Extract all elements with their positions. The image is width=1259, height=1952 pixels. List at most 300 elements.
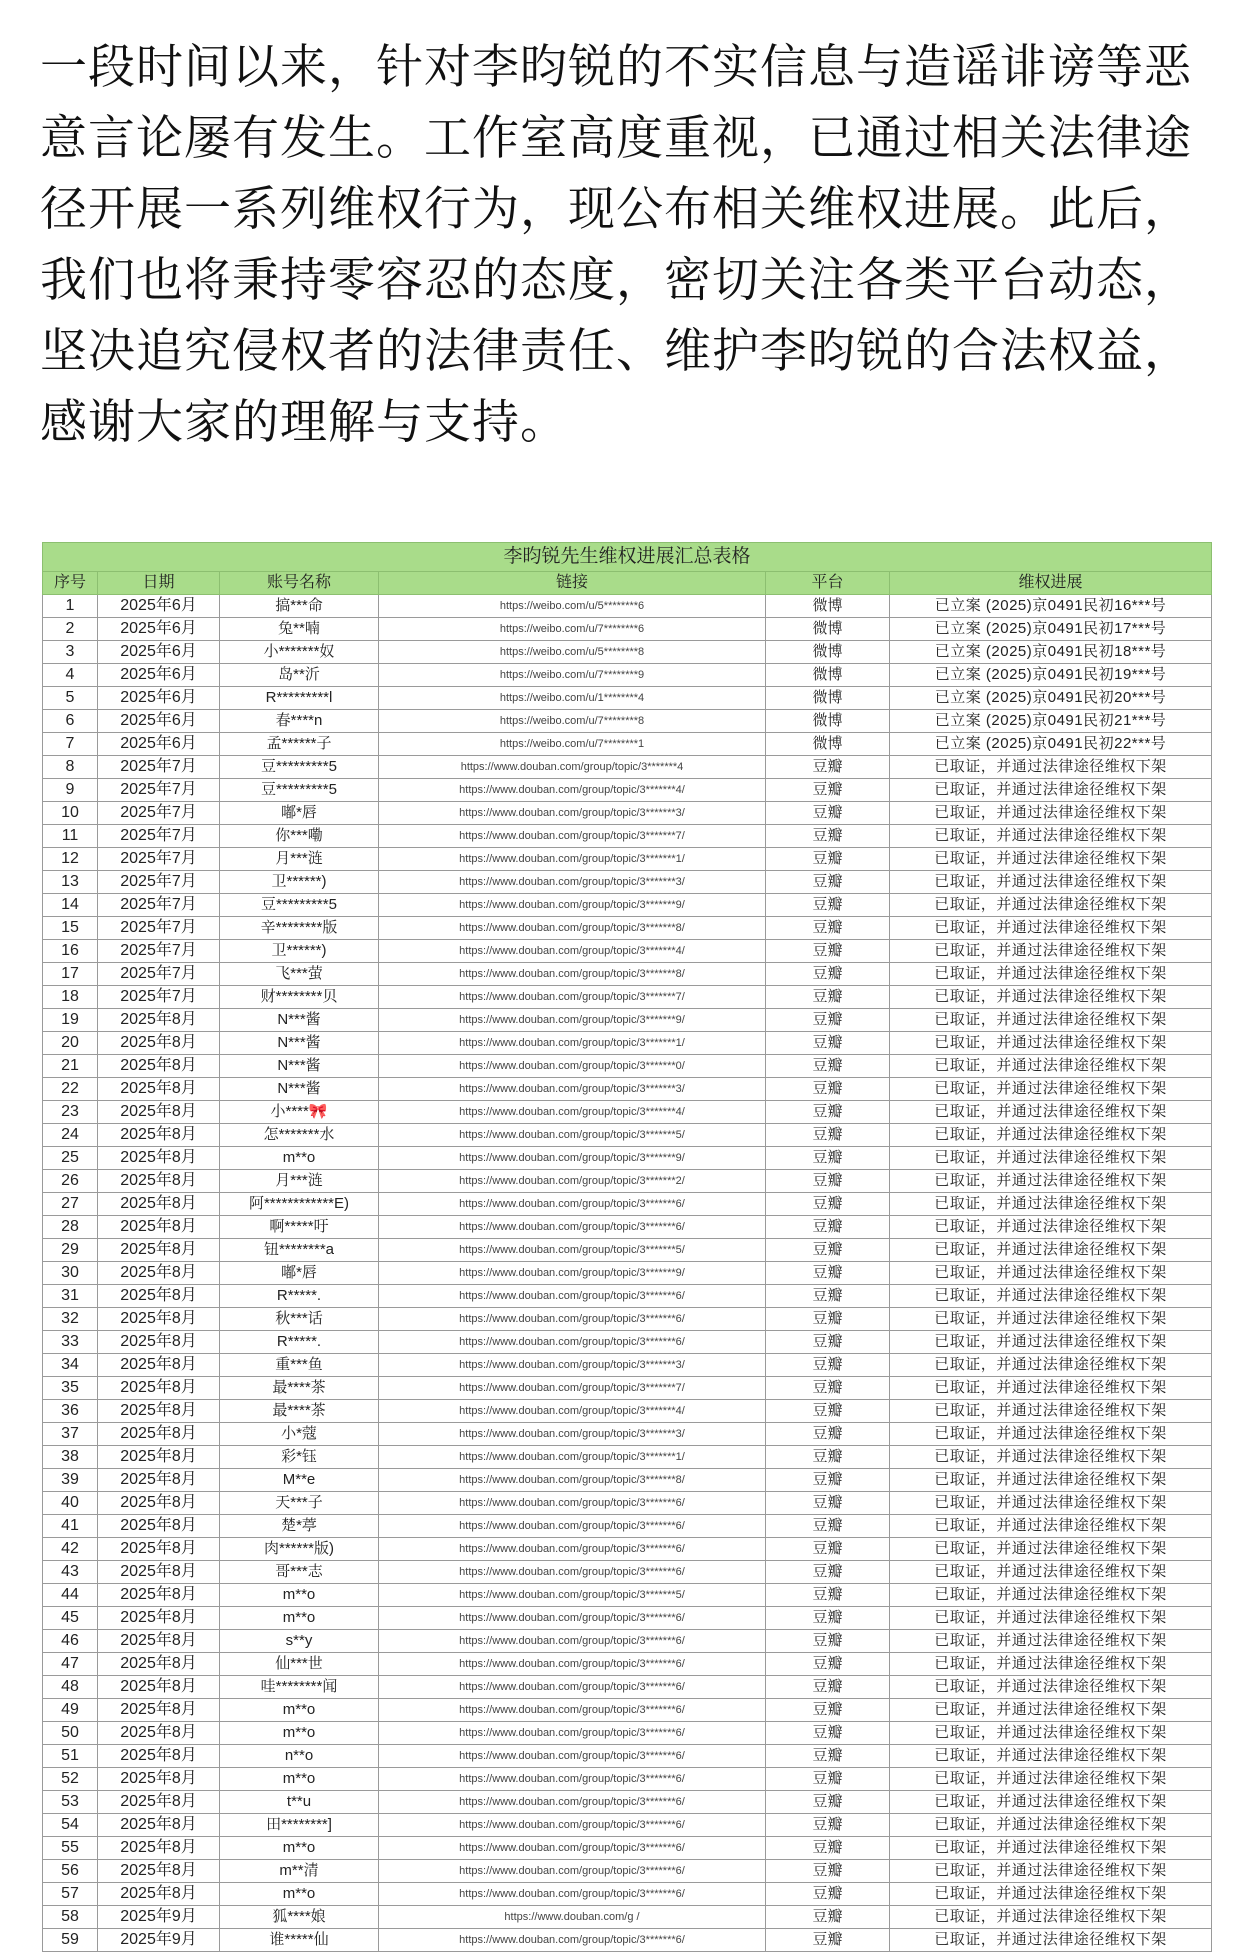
row-index: 53: [43, 1791, 98, 1814]
row-platform: 豆瓣: [766, 894, 890, 917]
row-account-name: 阿************E): [220, 1193, 379, 1216]
row-account-name: 岛**沂: [220, 664, 379, 687]
row-date: 2025年7月: [98, 986, 220, 1009]
row-account-name: 钮********a: [220, 1239, 379, 1262]
row-account-name: M**e: [220, 1469, 379, 1492]
row-index: 54: [43, 1814, 98, 1837]
row-date: 2025年6月: [98, 595, 220, 618]
row-link: https://www.douban.com/group/topic/3*******6/: [379, 1515, 766, 1538]
row-platform: 豆瓣: [766, 986, 890, 1009]
row-index: 10: [43, 802, 98, 825]
table-row: [43, 1423, 1212, 1446]
row-link: https://www.douban.com/group/topic/3*******9/: [379, 1009, 766, 1032]
row-progress: 已立案 (2025)京0491民初16***号: [890, 595, 1212, 618]
row-date: 2025年8月: [98, 1009, 220, 1032]
row-platform: 豆瓣: [766, 1101, 890, 1124]
table-row: [43, 1699, 1212, 1722]
row-index: 14: [43, 894, 98, 917]
row-platform: 豆瓣: [766, 940, 890, 963]
row-account-name: 搞***命: [220, 595, 379, 618]
table-row: [43, 687, 1212, 710]
table-row: [43, 1722, 1212, 1745]
row-link: https://www.douban.com/group/topic/3*******9/: [379, 894, 766, 917]
row-index: 12: [43, 848, 98, 871]
row-account-name: N***酱: [220, 1078, 379, 1101]
row-link: https://www.douban.com/group/topic/3*******3/: [379, 871, 766, 894]
rights-progress-table: [42, 542, 1212, 1952]
row-platform: 豆瓣: [766, 1469, 890, 1492]
row-index: 39: [43, 1469, 98, 1492]
row-account-name: m**o: [220, 1607, 379, 1630]
row-index: 6: [43, 710, 98, 733]
row-index: 47: [43, 1653, 98, 1676]
row-date: 2025年8月: [98, 1630, 220, 1653]
row-platform: 豆瓣: [766, 1400, 890, 1423]
row-index: 29: [43, 1239, 98, 1262]
row-index: 55: [43, 1837, 98, 1860]
row-date: 2025年6月: [98, 687, 220, 710]
row-link: https://www.douban.com/group/topic/3*******3/: [379, 1078, 766, 1101]
row-account-name: 天***子: [220, 1492, 379, 1515]
row-account-name: t**u: [220, 1791, 379, 1814]
row-platform: 豆瓣: [766, 1009, 890, 1032]
row-date: 2025年8月: [98, 1124, 220, 1147]
row-progress: 已取证，并通过法律途径维权下架: [890, 1377, 1212, 1400]
row-progress: 已取证，并通过法律途径维权下架: [890, 871, 1212, 894]
table-row: [43, 986, 1212, 1009]
row-link: https://www.douban.com/group/topic/3*******7/: [379, 986, 766, 1009]
row-platform: 豆瓣: [766, 1699, 890, 1722]
row-progress: 已立案 (2025)京0491民初22***号: [890, 733, 1212, 756]
row-progress: 已取证，并通过法律途径维权下架: [890, 1699, 1212, 1722]
row-platform: 豆瓣: [766, 1216, 890, 1239]
row-link: https://www.douban.com/group/topic/3*******6/: [379, 1607, 766, 1630]
row-link: https://www.douban.com/group/topic/3*******9/: [379, 1262, 766, 1285]
row-progress: 已取证，并通过法律途径维权下架: [890, 1308, 1212, 1331]
row-date: 2025年8月: [98, 1446, 220, 1469]
row-link: https://www.douban.com/group/topic/3*******6/: [379, 1308, 766, 1331]
row-link: https://www.douban.com/group/topic/3*******4/: [379, 940, 766, 963]
row-index: 52: [43, 1768, 98, 1791]
row-progress: 已取证，并通过法律途径维权下架: [890, 1009, 1212, 1032]
row-link: https://www.douban.com/group/topic/3*******6/: [379, 1492, 766, 1515]
row-index: 9: [43, 779, 98, 802]
row-date: 2025年7月: [98, 802, 220, 825]
row-index: 7: [43, 733, 98, 756]
row-platform: 微博: [766, 664, 890, 687]
row-date: 2025年7月: [98, 756, 220, 779]
row-date: 2025年7月: [98, 917, 220, 940]
row-index: 59: [43, 1929, 98, 1952]
row-account-name: 仙***世: [220, 1653, 379, 1676]
row-link: https://www.douban.com/group/topic/3*******2/: [379, 1170, 766, 1193]
row-date: 2025年8月: [98, 1676, 220, 1699]
row-platform: 豆瓣: [766, 848, 890, 871]
table-row: [43, 1883, 1212, 1906]
row-progress: 已取证，并通过法律途径维权下架: [890, 1745, 1212, 1768]
row-date: 2025年8月: [98, 1285, 220, 1308]
row-link: https://www.douban.com/group/topic/3*******5/: [379, 1584, 766, 1607]
row-index: 32: [43, 1308, 98, 1331]
row-link: https://weibo.com/u/7********8: [379, 710, 766, 733]
row-date: 2025年8月: [98, 1400, 220, 1423]
row-platform: 豆瓣: [766, 779, 890, 802]
row-progress: 已取证，并通过法律途径维权下架: [890, 1469, 1212, 1492]
row-platform: 豆瓣: [766, 1147, 890, 1170]
row-date: 2025年8月: [98, 1722, 220, 1745]
table-row: [43, 1469, 1212, 1492]
row-progress: 已取证，并通过法律途径维权下架: [890, 940, 1212, 963]
row-platform: 微博: [766, 618, 890, 641]
row-link: https://www.douban.com/group/topic/3*******1/: [379, 1446, 766, 1469]
row-platform: 豆瓣: [766, 1538, 890, 1561]
row-account-name: 你***嘞: [220, 825, 379, 848]
row-date: 2025年8月: [98, 1538, 220, 1561]
row-progress: 已取证，并通过法律途径维权下架: [890, 1285, 1212, 1308]
row-account-name: R*****.: [220, 1285, 379, 1308]
row-progress: 已取证，并通过法律途径维权下架: [890, 963, 1212, 986]
row-progress: 已取证，并通过法律途径维权下架: [890, 1653, 1212, 1676]
row-link: https://www.douban.com/group/topic/3*******3/: [379, 802, 766, 825]
row-platform: 豆瓣: [766, 1860, 890, 1883]
row-index: 44: [43, 1584, 98, 1607]
row-link: https://www.douban.com/group/topic/3*******9/: [379, 1147, 766, 1170]
row-platform: 豆瓣: [766, 1423, 890, 1446]
table-row: [43, 848, 1212, 871]
row-platform: 豆瓣: [766, 1446, 890, 1469]
row-link: https://weibo.com/u/7********9: [379, 664, 766, 687]
row-date: 2025年8月: [98, 1768, 220, 1791]
header-account: 账号名称: [220, 572, 379, 595]
row-account-name: m**o: [220, 1699, 379, 1722]
row-link: https://www.douban.com/group/topic/3*******6/: [379, 1814, 766, 1837]
table-title: 李昀锐先生维权进展汇总表格: [43, 543, 1212, 572]
table-row: [43, 1561, 1212, 1584]
row-date: 2025年7月: [98, 848, 220, 871]
table-row: [43, 1216, 1212, 1239]
row-account-name: 彩*钰: [220, 1446, 379, 1469]
row-date: 2025年8月: [98, 1814, 220, 1837]
row-platform: 豆瓣: [766, 1814, 890, 1837]
row-progress: 已取证，并通过法律途径维权下架: [890, 1055, 1212, 1078]
row-date: 2025年6月: [98, 618, 220, 641]
row-account-name: m**o: [220, 1722, 379, 1745]
table-row: [43, 1492, 1212, 1515]
row-index: 17: [43, 963, 98, 986]
row-link: https://www.douban.com/group/topic/3*******5/: [379, 1124, 766, 1147]
row-link: https://weibo.com/u/5********8: [379, 641, 766, 664]
row-account-name: 飞***萤: [220, 963, 379, 986]
row-index: 30: [43, 1262, 98, 1285]
row-progress: 已取证，并通过法律途径维权下架: [890, 1400, 1212, 1423]
row-index: 50: [43, 1722, 98, 1745]
row-progress: 已立案 (2025)京0491民初21***号: [890, 710, 1212, 733]
row-platform: 豆瓣: [766, 871, 890, 894]
row-index: 26: [43, 1170, 98, 1193]
row-index: 15: [43, 917, 98, 940]
row-platform: 微博: [766, 595, 890, 618]
row-date: 2025年8月: [98, 1078, 220, 1101]
table-row: [43, 1676, 1212, 1699]
table-row: [43, 1377, 1212, 1400]
row-progress: 已取证，并通过法律途径维权下架: [890, 1193, 1212, 1216]
row-platform: 豆瓣: [766, 1285, 890, 1308]
row-account-name: 楚*葶: [220, 1515, 379, 1538]
row-account-name: 重***鱼: [220, 1354, 379, 1377]
header-progress: 维权进展: [890, 572, 1212, 595]
row-progress: 已取证，并通过法律途径维权下架: [890, 1515, 1212, 1538]
table-row: [43, 1147, 1212, 1170]
table-row: [43, 1009, 1212, 1032]
row-progress: 已取证，并通过法律途径维权下架: [890, 1906, 1212, 1929]
row-progress: 已取证，并通过法律途径维权下架: [890, 848, 1212, 871]
row-platform: 豆瓣: [766, 825, 890, 848]
row-link: https://weibo.com/u/1********4: [379, 687, 766, 710]
row-date: 2025年8月: [98, 1837, 220, 1860]
row-index: 28: [43, 1216, 98, 1239]
table-row: [43, 779, 1212, 802]
row-date: 2025年8月: [98, 1653, 220, 1676]
row-platform: 豆瓣: [766, 756, 890, 779]
row-platform: 豆瓣: [766, 1607, 890, 1630]
row-account-name: s**y: [220, 1630, 379, 1653]
row-progress: 已取证，并通过法律途径维权下架: [890, 802, 1212, 825]
row-link: https://www.douban.com/group/topic/3*******7/: [379, 825, 766, 848]
row-index: 22: [43, 1078, 98, 1101]
row-platform: 豆瓣: [766, 1791, 890, 1814]
row-index: 41: [43, 1515, 98, 1538]
row-date: 2025年8月: [98, 1860, 220, 1883]
table-row: [43, 825, 1212, 848]
row-account-name: m**o: [220, 1837, 379, 1860]
row-date: 2025年8月: [98, 1262, 220, 1285]
row-account-name: 豆*********5: [220, 779, 379, 802]
row-index: 23: [43, 1101, 98, 1124]
row-platform: 豆瓣: [766, 1515, 890, 1538]
row-date: 2025年8月: [98, 1055, 220, 1078]
row-progress: 已取证，并通过法律途径维权下架: [890, 1722, 1212, 1745]
table-row: [43, 1078, 1212, 1101]
table-row: [43, 1101, 1212, 1124]
row-link: https://www.douban.com/group/topic/3*******8/: [379, 963, 766, 986]
row-index: 21: [43, 1055, 98, 1078]
row-index: 35: [43, 1377, 98, 1400]
row-platform: 豆瓣: [766, 1032, 890, 1055]
row-index: 18: [43, 986, 98, 1009]
row-index: 13: [43, 871, 98, 894]
row-account-name: 狐****娘: [220, 1906, 379, 1929]
table-row: [43, 1239, 1212, 1262]
row-index: 49: [43, 1699, 98, 1722]
row-account-name: 豆*********5: [220, 894, 379, 917]
row-progress: 已取证，并通过法律途径维权下架: [890, 1101, 1212, 1124]
row-link: https://www.douban.com/group/topic/3*******6/: [379, 1745, 766, 1768]
row-progress: 已取证，并通过法律途径维权下架: [890, 1124, 1212, 1147]
table-row: [43, 756, 1212, 779]
row-link: https://www.douban.com/group/topic/3*******5/: [379, 1239, 766, 1262]
row-account-name: 哇********闻: [220, 1676, 379, 1699]
row-date: 2025年8月: [98, 1423, 220, 1446]
row-progress: 已取证，并通过法律途径维权下架: [890, 986, 1212, 1009]
row-link: https://www.douban.com/group/topic/3*******4: [379, 756, 766, 779]
row-date: 2025年6月: [98, 664, 220, 687]
row-platform: 微博: [766, 687, 890, 710]
row-date: 2025年8月: [98, 1101, 220, 1124]
row-account-name: 秋***话: [220, 1308, 379, 1331]
table-row: [43, 1630, 1212, 1653]
row-account-name: 月***涟: [220, 848, 379, 871]
row-date: 2025年8月: [98, 1193, 220, 1216]
table-row: [43, 894, 1212, 917]
row-progress: 已取证，并通过法律途径维权下架: [890, 1032, 1212, 1055]
row-link: https://www.douban.com/group/topic/3*******6/: [379, 1883, 766, 1906]
table-row: [43, 1262, 1212, 1285]
row-account-name: 嘟*唇: [220, 1262, 379, 1285]
row-account-name: 月***涟: [220, 1170, 379, 1193]
table-row: [43, 1193, 1212, 1216]
row-platform: 豆瓣: [766, 1929, 890, 1952]
row-link: https://www.douban.com/group/topic/3*******6/: [379, 1768, 766, 1791]
row-index: 37: [43, 1423, 98, 1446]
row-platform: 豆瓣: [766, 1078, 890, 1101]
row-date: 2025年8月: [98, 1147, 220, 1170]
row-index: 48: [43, 1676, 98, 1699]
table-row: [43, 1538, 1212, 1561]
row-index: 19: [43, 1009, 98, 1032]
row-account-name: 卫******): [220, 940, 379, 963]
row-progress: 已立案 (2025)京0491民初17***号: [890, 618, 1212, 641]
row-account-name: 怎*******水: [220, 1124, 379, 1147]
row-index: 25: [43, 1147, 98, 1170]
row-index: 36: [43, 1400, 98, 1423]
row-platform: 豆瓣: [766, 1239, 890, 1262]
row-index: 27: [43, 1193, 98, 1216]
row-platform: 豆瓣: [766, 1676, 890, 1699]
header-index: 序号: [43, 572, 98, 595]
row-account-name: 嘟*唇: [220, 802, 379, 825]
row-account-name: 豆*********5: [220, 756, 379, 779]
row-account-name: m**o: [220, 1584, 379, 1607]
row-account-name: 小*蔻: [220, 1423, 379, 1446]
row-link: https://www.douban.com/group/topic/3*******3/: [379, 1354, 766, 1377]
row-account-name: 啊*****吁: [220, 1216, 379, 1239]
row-account-name: N***酱: [220, 1009, 379, 1032]
row-progress: 已取证，并通过法律途径维权下架: [890, 1354, 1212, 1377]
table-row: [43, 1515, 1212, 1538]
row-progress: 已取证，并通过法律途径维权下架: [890, 1446, 1212, 1469]
row-date: 2025年8月: [98, 1584, 220, 1607]
row-index: 31: [43, 1285, 98, 1308]
header-platform: 平台: [766, 572, 890, 595]
row-account-name: n**o: [220, 1745, 379, 1768]
table-body: [43, 595, 1212, 1952]
row-index: 3: [43, 641, 98, 664]
row-index: 8: [43, 756, 98, 779]
table-row: [43, 1860, 1212, 1883]
row-link: https://www.douban.com/group/topic/3*******0/: [379, 1055, 766, 1078]
row-account-name: m**o: [220, 1147, 379, 1170]
row-date: 2025年6月: [98, 641, 220, 664]
row-link: https://www.douban.com/group/topic/3*******6/: [379, 1860, 766, 1883]
row-progress: 已取证，并通过法律途径维权下架: [890, 1768, 1212, 1791]
row-date: 2025年7月: [98, 779, 220, 802]
row-platform: 豆瓣: [766, 1584, 890, 1607]
row-progress: 已取证，并通过法律途径维权下架: [890, 1630, 1212, 1653]
row-date: 2025年7月: [98, 871, 220, 894]
row-date: 2025年6月: [98, 733, 220, 756]
table-row: [43, 1354, 1212, 1377]
row-progress: 已取证，并通过法律途径维权下架: [890, 1239, 1212, 1262]
row-account-name: N***酱: [220, 1055, 379, 1078]
row-platform: 微博: [766, 641, 890, 664]
row-link: https://www.douban.com/group/topic/3*******4/: [379, 1400, 766, 1423]
row-platform: 豆瓣: [766, 1745, 890, 1768]
row-index: 40: [43, 1492, 98, 1515]
row-platform: 豆瓣: [766, 1055, 890, 1078]
table-row: [43, 1170, 1212, 1193]
table-row: [43, 1607, 1212, 1630]
table-row: [43, 1791, 1212, 1814]
table-row: [43, 1308, 1212, 1331]
row-account-name: 小****🎀: [220, 1101, 379, 1124]
row-link: https://www.douban.com/group/topic/3*******6/: [379, 1676, 766, 1699]
table-row: [43, 733, 1212, 756]
row-link: https://www.douban.com/group/topic/3*******8/: [379, 917, 766, 940]
row-account-name: m**o: [220, 1883, 379, 1906]
row-progress: 已立案 (2025)京0491民初19***号: [890, 664, 1212, 687]
row-date: 2025年8月: [98, 1032, 220, 1055]
row-index: 24: [43, 1124, 98, 1147]
table-row: [43, 1446, 1212, 1469]
row-platform: 豆瓣: [766, 1124, 890, 1147]
row-progress: 已取证，并通过法律途径维权下架: [890, 1147, 1212, 1170]
row-link: https://www.douban.com/group/topic/3*******8/: [379, 1469, 766, 1492]
row-date: 2025年7月: [98, 963, 220, 986]
row-date: 2025年8月: [98, 1216, 220, 1239]
row-account-name: 孟******子: [220, 733, 379, 756]
row-platform: 豆瓣: [766, 1170, 890, 1193]
row-progress: 已立案 (2025)京0491民初18***号: [890, 641, 1212, 664]
row-index: 58: [43, 1906, 98, 1929]
row-platform: 豆瓣: [766, 1653, 890, 1676]
row-platform: 豆瓣: [766, 1630, 890, 1653]
table-row: [43, 641, 1212, 664]
row-index: 42: [43, 1538, 98, 1561]
row-platform: 豆瓣: [766, 1377, 890, 1400]
row-account-name: 兔**喃: [220, 618, 379, 641]
row-progress: 已取证，并通过法律途径维权下架: [890, 756, 1212, 779]
row-index: 2: [43, 618, 98, 641]
row-index: 33: [43, 1331, 98, 1354]
row-platform: 豆瓣: [766, 1561, 890, 1584]
row-progress: 已取证，并通过法律途径维权下架: [890, 1561, 1212, 1584]
row-account-name: 最****茶: [220, 1377, 379, 1400]
row-link: https://www.douban.com/group/topic/3*******6/: [379, 1331, 766, 1354]
row-link: https://www.douban.com/group/topic/3*******4/: [379, 1101, 766, 1124]
row-progress: 已取证，并通过法律途径维权下架: [890, 1607, 1212, 1630]
row-progress: 已取证，并通过法律途径维权下架: [890, 825, 1212, 848]
row-index: 1: [43, 595, 98, 618]
row-index: 43: [43, 1561, 98, 1584]
row-index: 56: [43, 1860, 98, 1883]
row-date: 2025年9月: [98, 1929, 220, 1952]
row-link: https://www.douban.com/group/topic/3*******3/: [379, 1423, 766, 1446]
row-index: 51: [43, 1745, 98, 1768]
row-progress: 已取证，并通过法律途径维权下架: [890, 1538, 1212, 1561]
row-index: 5: [43, 687, 98, 710]
row-link: https://www.douban.com/group/topic/3*******4/: [379, 779, 766, 802]
row-index: 38: [43, 1446, 98, 1469]
